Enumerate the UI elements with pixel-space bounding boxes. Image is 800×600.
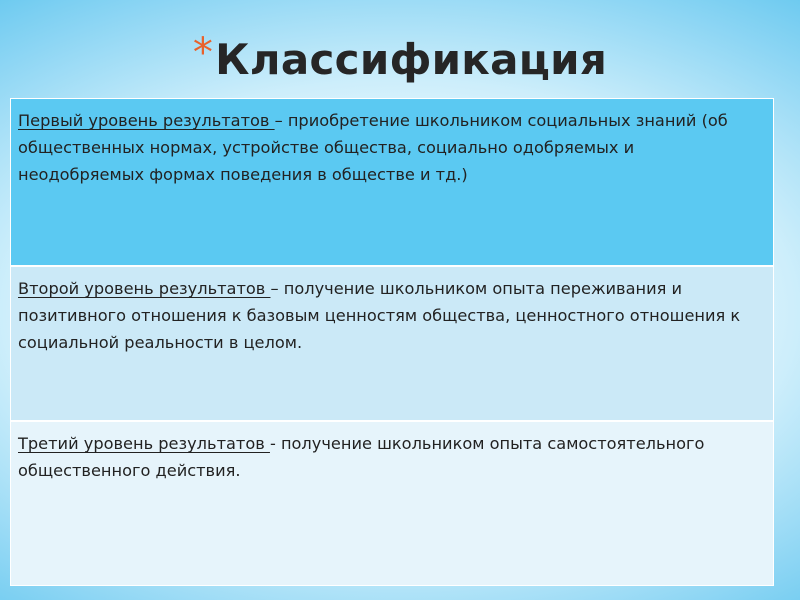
title-text: Классификация	[215, 35, 608, 84]
level-definition: - получение школьником опыта самостоятельного общественного действия.	[18, 434, 705, 480]
level-term: Третий уровень результатов	[18, 434, 270, 453]
table-row	[11, 99, 773, 267]
slide-title	[0, 30, 800, 87]
level-definition: – получение школьником опыта переживания и позитивного отношения к базовым ценностям общества, ценностного отношения к социальной реальности в целом.	[18, 279, 741, 352]
level-definition: – приобретение школьником социальных знаний (об общественных нормах, устройстве общества, социально одобряемых и неодобряемых формах поведения в обществе и тд.)	[18, 111, 728, 184]
classification-table	[10, 98, 774, 586]
level-term: Второй уровень результатов	[18, 279, 271, 298]
level-term: Первый уровень результатов	[18, 111, 275, 130]
title-asterisk: *	[192, 30, 214, 76]
table-row	[11, 422, 773, 585]
table-row	[11, 267, 773, 422]
